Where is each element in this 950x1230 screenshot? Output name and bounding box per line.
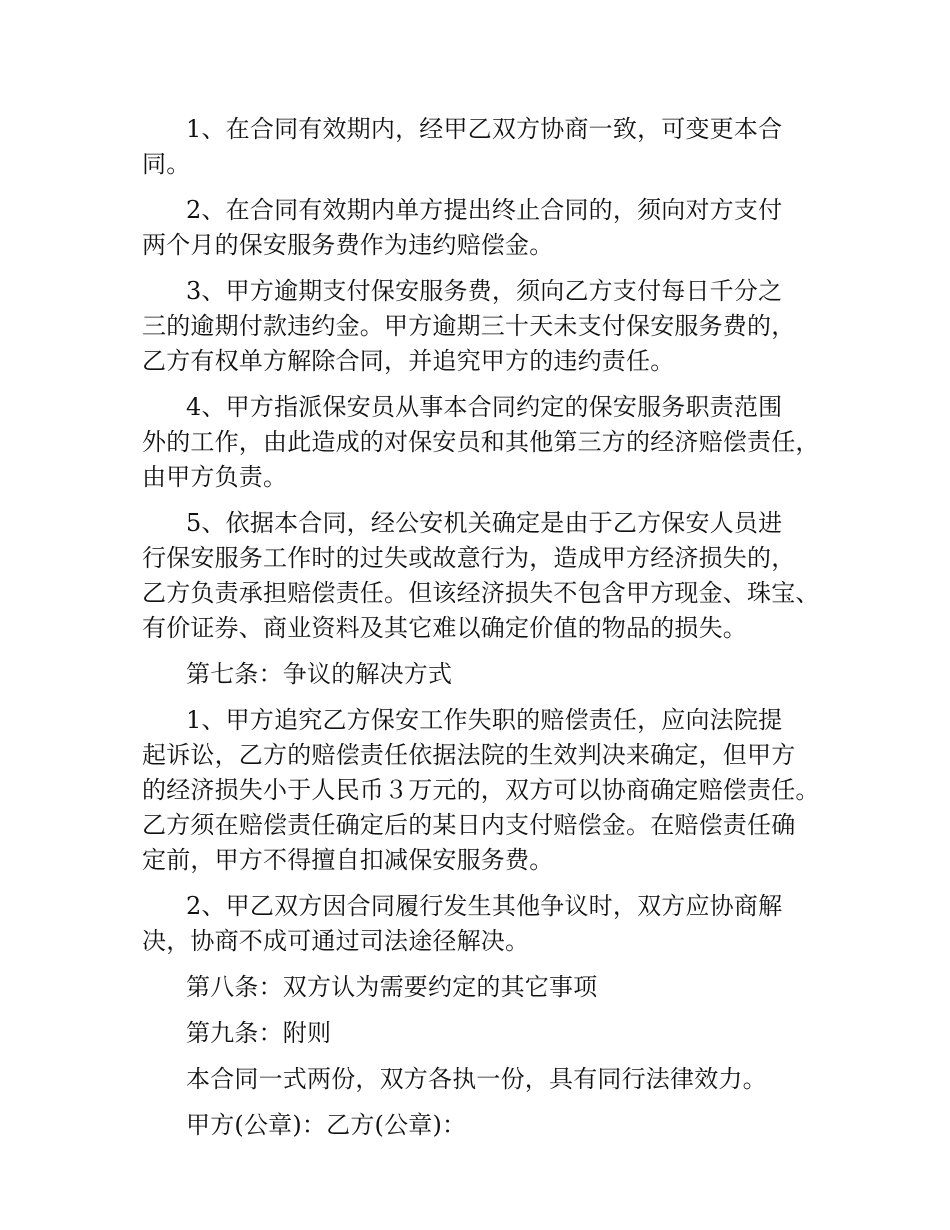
paragraph [142, 703, 832, 878]
paragraph [142, 1062, 832, 1097]
paragraph [142, 657, 832, 692]
text-line: 乙方有权单方解除合同，并追究甲方的违约责任。 [142, 347, 675, 375]
paragraph [142, 970, 832, 1005]
text-line: 本合同一式两份，双方各执一份，具有同行法律效力。 [186, 1065, 767, 1093]
paragraph [142, 1016, 832, 1051]
text-line: 4、甲方指派保安员从事本合同约定的保安服务职责范围 [186, 393, 783, 421]
paragraph [142, 112, 832, 182]
text-line: 有价证券、商业资料及其它难以确定价值的物品的损失。 [142, 614, 747, 642]
text-line: 同。 [142, 150, 191, 178]
text-line: 行保安服务工作时的过失或故意行为，造成甲方经济损失的， [142, 544, 796, 572]
text-line: 3、甲方逾期支付保安服务费，须向乙方支付每日千分之 [186, 277, 783, 305]
text-line: 的经济损失小于人民币３万元的，双方可以协商确定赔偿责任。 [142, 776, 820, 804]
text-line: 定前，甲方不得擅自扣减保安服务费。 [142, 846, 554, 874]
text-line: 三的逾期付款违约金。甲方逾期三十天未支付保安服务费的， [142, 312, 796, 340]
text-line: 第九条：附则 [186, 1019, 332, 1047]
text-line: 甲方(公章)：乙方(公章)： [186, 1111, 467, 1139]
text-line: 两个月的保安服务费作为违约赔偿金。 [142, 231, 554, 259]
paragraph [142, 274, 832, 379]
text-line: 乙方须在赔偿责任确定后的某日内支付赔偿金。在赔偿责任确 [142, 811, 796, 839]
paragraph [142, 1108, 832, 1143]
text-line: 5、依据本合同，经公安机关确定是由于乙方保安人员进 [186, 509, 783, 537]
paragraph [142, 390, 832, 495]
text-line: 2、在合同有效期内单方提出终止合同的，须向对方支付 [186, 196, 783, 224]
paragraph [142, 193, 832, 263]
text-line: 第八条：双方认为需要约定的其它事项 [186, 973, 598, 1001]
text-line: 外的工作，由此造成的对保安员和其他第三方的经济赔偿责任， [142, 428, 820, 456]
text-line: 第七条：争议的解决方式 [186, 660, 453, 688]
text-line: 由甲方负责。 [142, 463, 288, 491]
text-line: 起诉讼，乙方的赔偿责任依据法院的生效判决来确定，但甲方 [142, 741, 796, 769]
text-line: 2、甲乙双方因合同履行发生其他争议时，双方应协商解 [186, 892, 783, 920]
text-line: 1、甲方追究乙方保安工作失职的赔偿责任，应向法院提 [186, 706, 783, 734]
text-line: 决，协商不成可通过司法途径解决。 [142, 927, 530, 955]
paragraph [142, 506, 832, 646]
document-body [142, 112, 832, 1154]
paragraph [142, 889, 832, 959]
text-line: 乙方负责承担赔偿责任。但该经济损失不包含甲方现金、珠宝、 [142, 579, 820, 607]
text-line: 1、在合同有效期内，经甲乙双方协商一致，可变更本合 [186, 115, 783, 143]
